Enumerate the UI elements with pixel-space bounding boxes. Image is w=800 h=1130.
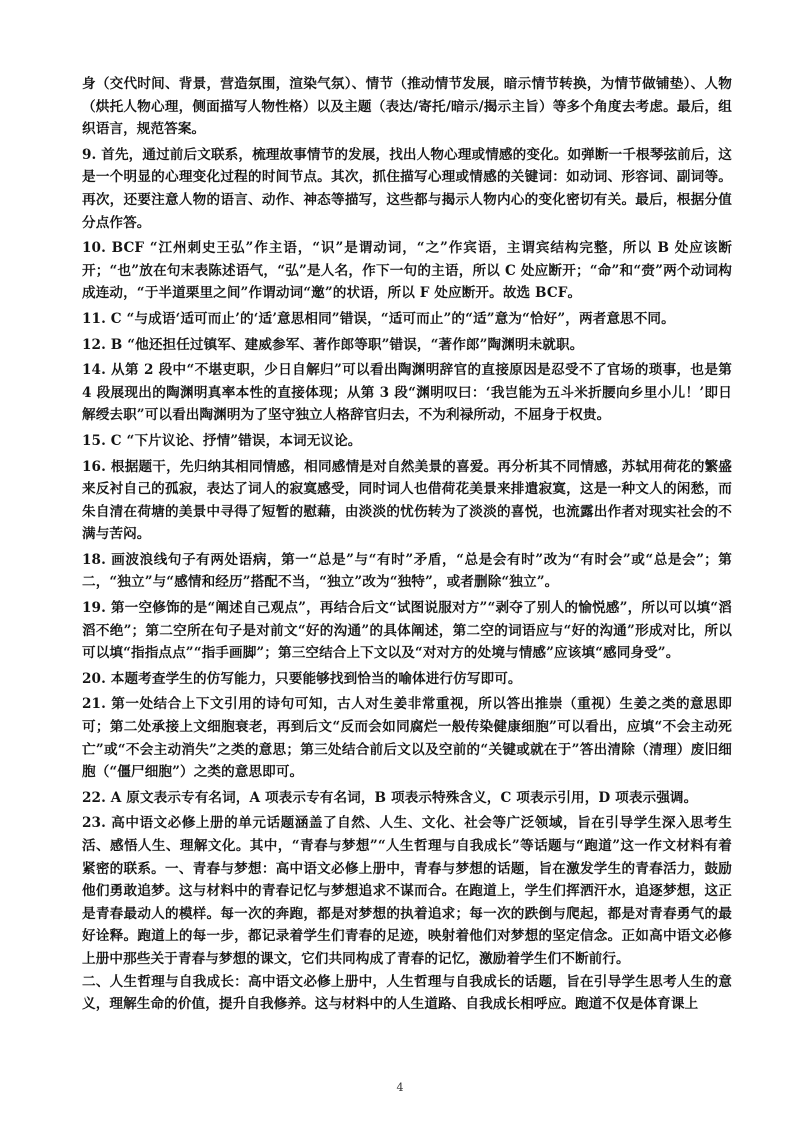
paragraph-answer-14: 14. 从第 2 段中“不堪吏职，少日自解归”可以看出陶渊明辞官的直接原因是忍受不了官场的琐事，也是第 4 段展现出的陶渊明真率本性的直接体现；从第 3 段“渊明叹曰：‘我岂能为五斗米折腰向乡里小儿！’即日解绶去职”可以看出陶渊明为了坚守独立人格辞官归去，不为利禄所动，不屈身于权贵。 bbox=[82, 362, 737, 424]
paragraph-answer-9: 9. 首先，通过前后文联系，梳理故事情节的发展，找出人物心理或情感的变化。如弹断一千根琴弦前后，这是一个明显的心理变化过程的时间节点。其次，抓住描写心理或情感的关键词：如动词、形容词、副词等。再次，还要注意人物的语言、动作、神态等描写，这些都与揭示人物内心的变化密切有关。最后，根据分值分点作答。 bbox=[82, 146, 732, 231]
paragraph-answer-10: 10. BCF “江州刺史王弘”作主语，“识”是谓动词，“之”作宾语，主谓宾结构完整，所以 B 处应该断开；“也”放在句末表陈述语气，“弘”是人名，作下一句的主语，所以 C 处应断开；“命”和“赍”两个动词构成连动，“于半道栗里之间”作谓动词“邀”的状语，所以 F 处应断开。故选 BCF。 bbox=[82, 240, 732, 302]
paragraph-answer-19: 19. 第一空修饰的是“阐述自己观点”，再结合后文“试图说服对方”“剥夺了别人的愉悦感”，所以可以填“滔滔不绝”；第二空所在句子是对前文“好的沟通”的具体阐述，第二空的词语应与“好的沟通”形成对比，所以可以填“指指点点”“指手画脚”；第三空结合上下文以及“对对方的处境与情感”应该填“感同身受”。 bbox=[82, 600, 732, 662]
paragraph-answer-18: 18. 画波浪线句子有两处语病，第一“总是”与“有时”矛盾，“总是会有时”改为“有时会”或“总是会”；第二，“独立”与“感情和经历”搭配不当，“独立”改为“独特”，或者删除“独立”。 bbox=[82, 551, 732, 591]
paragraph-answer-23: 23. 高中语文必修上册的单元话题涵盖了自然、人生、文化、社会等广泛领域，旨在引导学生深入思考生活、感悟人生、理解文化。其中，“青春与梦想”“人生哲理与自我成长”等话题与“跑道”这一作文材料有着紧密的联系。一、青春与梦想：高中语文必修上册中，青春与梦想的话题，旨在激发学生的青春活力，鼓励他们勇敢追梦。这与材料中的青春记忆与梦想追求不谋而合。在跑道上，学生们挥洒汗水，追逐梦想，这正是青春最动人的模样。每一次的奔跑，都是对梦想的执着追求；每一次的跌倒与爬起，都是对青春勇气的最好诠释。跑道上的每一步，都记录着学生们青春的足迹，映射着他们对梦想的坚定信念。正如高中语文必修上册中那些关于青春与梦想的课文，它们共同构成了青春的记忆，激励着学生们不断前行。 bbox=[82, 815, 732, 967]
paragraph-answer-12: 12. B “他还担任过镇军、建威参军、著作郎等职”错误，“著作郎”陶渊明未就职。 bbox=[82, 336, 584, 353]
paragraph-intro-continuation: 身（交代时间、背景，营造氛围，渲染气氛）、情节（推动情节发展，暗示情节转换，为情节做铺垫）、人物（烘托人物心理，侧面描写人物性格）以及主题（表达/寄托/暗示/揭示主旨）等多个角度去考虑。最后，组织语言，规范答案。 bbox=[82, 76, 732, 138]
page-number: 4 bbox=[396, 1081, 404, 1094]
paragraph-answer-22: 22. A 原文表示专有名词，A 项表示专有名词，B 项表示特殊含义，C 项表示引用，D 项表示强调。 bbox=[82, 789, 698, 806]
answer-text-body bbox=[82, 73, 737, 1016]
paragraph-answer-21: 21. 第一处结合上下文引用的诗句可知，古人对生姜非常重视，所以答出推崇（重视）生姜之类的意思即可；第二处承接上文细胞衰老，再到后文“反而会如同腐烂一般传染健康细胞”可以看出，应填“不会主动死亡”或“不会主动消失”之类的意思；第三处结合前后文以及空前的“关键或就在于”答出清除（清理）废旧细胞（“僵尸细胞”）之类的意思即可。 bbox=[82, 696, 732, 781]
paragraph-answer-23-part-two: 二、人生哲理与自我成长：高中语文必修上册中，人生哲理与自我成长的话题，旨在引导学生思考人生的意义，理解生命的价值，提升自我修养。这与材料中的人生道路、自我成长相呼应。跑道不仅是体育课上 bbox=[82, 973, 732, 1013]
paragraph-answer-15: 15. C “下片议论、抒情”错误，本词无议论。 bbox=[82, 432, 362, 449]
paragraph-answer-11: 11. C “与成语‘适可而止’的‘适’意思相同”错误，“适可而止”的“适”意为“恰好”，两者意思不同。 bbox=[82, 310, 675, 327]
paragraph-answer-16: 16. 根据题干，先归纳其相同情感，相同感情是对自然美景的喜爱。再分析其不同情感，苏轼用荷花的繁盛来反衬自己的孤寂，表达了词人的寂寞感受，同时词人也借荷花美景来排遣寂寞，这是一种文人的闲愁，而朱自清在荷塘的美景中寻得了短暂的慰藉，由淡淡的忧伤转为了淡淡的喜悦，也流露出作者对现实社会的不满与苦闷。 bbox=[82, 458, 732, 543]
paragraph-answer-20: 20. 本题考查学生的仿写能力，只要能够找到恰当的喻体进行仿写即可。 bbox=[82, 670, 522, 687]
